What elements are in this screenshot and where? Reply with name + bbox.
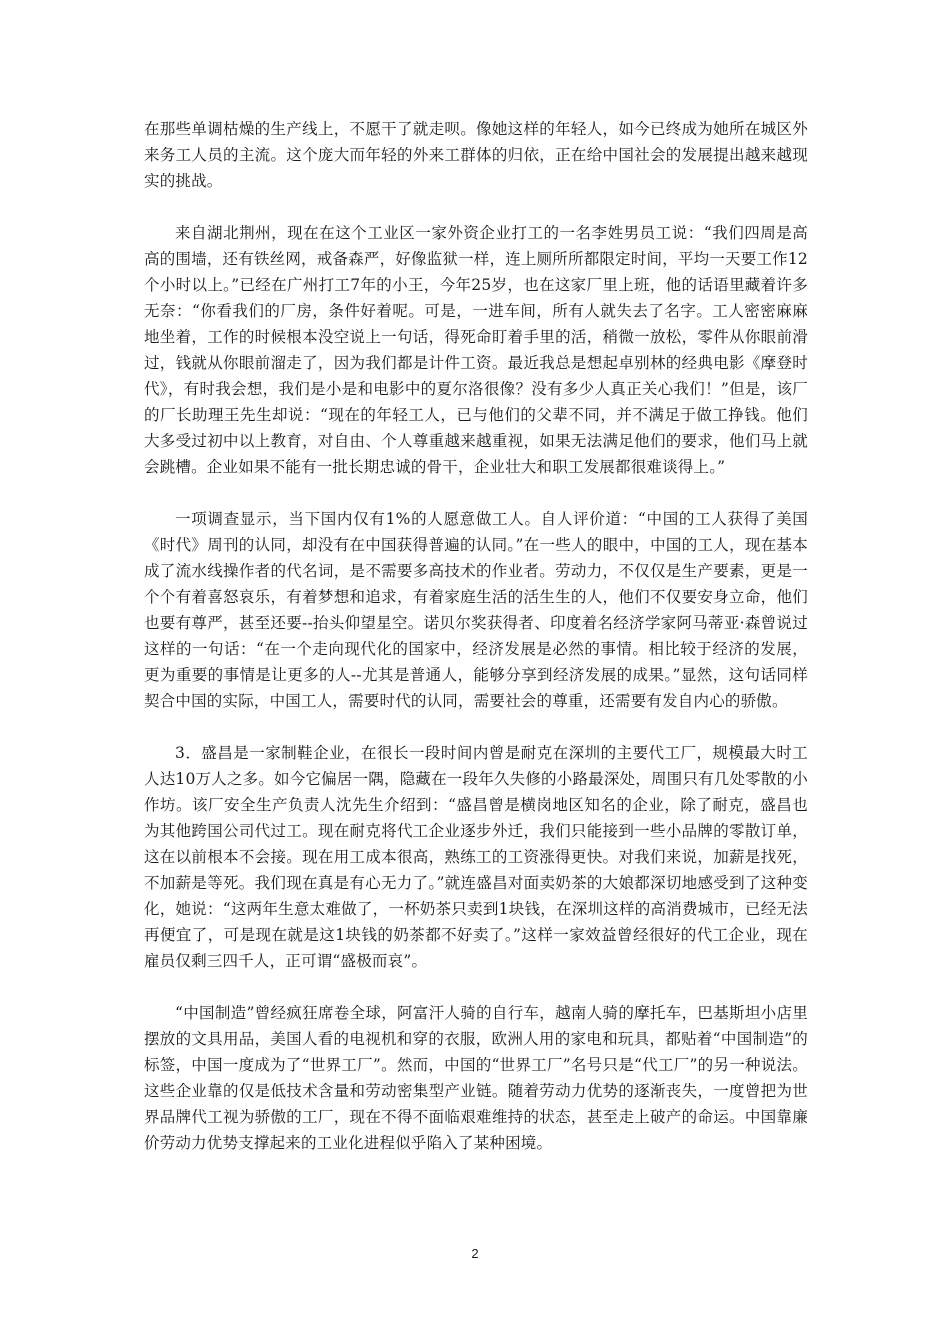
page-number: 2 xyxy=(471,1246,479,1261)
paragraph-shengchang: 3．盛昌是一家制鞋企业，在很长一段时间内曾是耐克在深圳的主要代工厂，规模最大时工人达10万人之多。如今它偏居一隅，隐藏在一段年久失修的小路最深处，周围只有几处零散的小作坊。该厂安全生产负责人沈先生介绍到：“盛昌曾是横岗地区知名的企业，除了耐克，盛昌也为其他跨国公司代过工。现在耐克将代工企业逐步外迁，我们只能接到一些小品牌的零散订单，这在以前根本不会接。现在用工成本很高，熟练工的工资涨得更快。对我们来说，加薪是找死，不加薪是等死。我们现在真是有心无力了。”就连盛昌对面卖奶茶的大娘都深切地感受到了这种变化，她说：“这两年生意太难做了，一杯奶茶只卖到1块钱，在深圳这样的高消费城市，已经无法再便宜了，可是现在就是这1块钱的奶茶都不好卖了。”这样一家效益曾经很好的代工企业，现在雇员仅剩三四千人，正可谓“盛极而哀”。 xyxy=(144,744,808,970)
paragraph-survey: 一项调查显示，当下国内仅有1%的人愿意做工人。自人评价道：“中国的工人获得了美国《时代》周刊的认同，却没有在中国获得普遍的认同。”在一些人的眼中，中国的工人，现在基本成了流水线操作者的代名词，是不需要多高技术的作业者。劳动力，不仅仅是生产要素，更是一个个有着喜怒哀乐，有着梦想和追求，有着家庭生活的活生生的人，他们不仅要安身立命，他们也要有尊严，甚至还要--抬头仰望星空。诺贝尔奖获得者、印度着名经济学家阿马蒂亚·森曾说过这样的一句话：“在一个走向现代化的国家中，经济发展是必然的事情。相比较于经济的发展，更为重要的事情是让更多的人--尤其是普通人，能够分享到经济发展的成果。”显然，这句话同样契合中国的实际，中国工人，需要时代的认同，需要社会的尊重，还需要有发自内心的骄傲。 xyxy=(144,510,808,710)
paragraph-continuation: 在那些单调枯燥的生产线上，不愿干了就走呗。像她这样的年轻人，如今已终成为她所在城区外来务工人员的主流。这个庞大而年轻的外来工群体的归依，正在给中国社会的发展提出越来越现实的挑战。 xyxy=(144,120,808,190)
document-body xyxy=(144,116,808,1156)
paragraph-worker-interviews: 来自湖北荆州，现在在这个工业区一家外资企业打工的一名李姓男员工说：“我们四周是高高的围墙，还有铁丝网，戒备森严，好像监狱一样，连上厕所所都限定时间，平均一天要工作12个小时以上。”已经在广州打工7年的小王，今年25岁，也在这家厂里上班，他的话语里藏着许多无奈：“你看我们的厂房，条件好着呢。可是，一进车间，所有人就失去了名字。工人密密麻麻地坐着，工作的时候根本没空说上一句话，得死命盯着手里的活，稍微一放松，零件从你眼前滑过，钱就从你眼前溜走了，因为我们都是计件工资。最近我总是想起卓别林的经典电影《摩登时代》，有时我会想，我们是小是和电影中的夏尔洛很像？没有多少人真正关心我们！”但是，该厂的厂长助理王先生却说：“现在的年轻工人，已与他们的父辈不同，并不满足于做工挣钱。他们大多受过初中以上教育，对自由、个人尊重越来越重视，如果无法满足他们的要求，他们马上就会跳槽。企业如果不能有一批长期忠诚的骨干，企业壮大和职工发展都很难谈得上。” xyxy=(144,224,808,476)
paragraph-made-in-china: “中国制造”曾经疯狂席卷全球，阿富汗人骑的自行车，越南人骑的摩托车，巴基斯坦小店里摆放的文具用品，美国人看的电视机和穿的衣服，欧洲人用的家电和玩具，都贴着“中国制造”的标签，中国一度成为了“世界工厂”。然而，中国的“世界工厂”名号只是“代工厂”的另一种说法。这些企业靠的仅是低技术含量和劳动密集型产业链。随着劳动力优势的逐渐丧失，一度曾把为世界品牌代工视为骄傲的工厂，现在不得不面临艰难维持的状态，甚至走上破产的命运。中国靠廉价劳动力优势支撑起来的工业化进程似乎陷入了某种困境。 xyxy=(144,1004,808,1152)
